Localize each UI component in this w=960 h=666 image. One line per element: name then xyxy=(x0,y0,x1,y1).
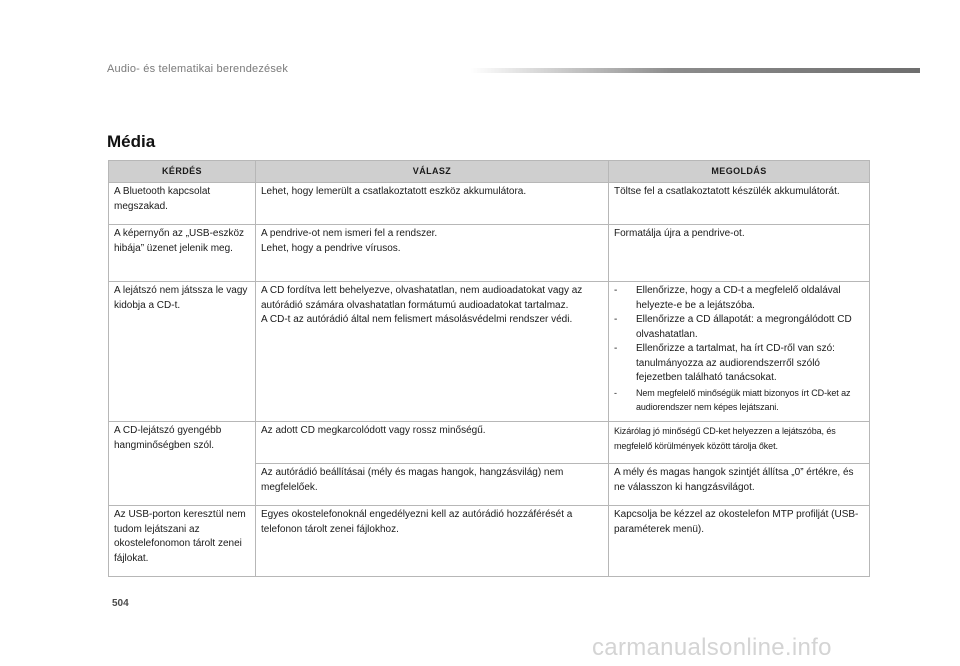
troubleshooting-table xyxy=(108,160,870,577)
answer-cell: Az adott CD megkarcolódott vagy rossz minőségű. xyxy=(256,422,609,464)
table-header-row xyxy=(109,161,870,183)
table-row xyxy=(109,506,870,577)
answer-line: A CD fordítva lett behelyezve, olvashatatlan, nem audioadatokat vagy az autórádió számára olvashatatlan formátumú audioadatokat tartalmaz. xyxy=(261,285,583,311)
list-item: - Ellenőrizze a tartalmat, ha írt CD-ről van szó: tanulmányozza az audiorendszerről szóló fejezetben található tanácsokat. xyxy=(614,342,864,386)
question-cell: A lejátszó nem játssza le vagy kidobja a CD-t. xyxy=(109,282,256,422)
solution-cell xyxy=(609,282,870,422)
page-number: 504 xyxy=(112,598,129,609)
column-header-answer: VÁLASZ xyxy=(256,161,609,183)
answer-cell xyxy=(256,282,609,422)
list-item: - Nem megfelelő minőségük miatt bizonyos írt CD-ket az audiorendszer nem képes lejátszani. xyxy=(614,386,864,415)
header-divider-bar xyxy=(470,68,920,73)
answer-cell: Az autórádió beállításai (mély és magas hangok, hangzásvilág) nem megfelelőek. xyxy=(256,464,609,506)
question-cell: Az USB-porton keresztül nem tudom lejátszani az okostelefonomon tárolt zenei fájlokat. xyxy=(109,506,256,577)
answer-cell: Lehet, hogy lemerült a csatlakoztatott eszköz akkumulátora. xyxy=(256,183,609,225)
solution-cell: Formatálja újra a pendrive-ot. xyxy=(609,225,870,282)
answer-cell xyxy=(256,225,609,282)
table-row xyxy=(109,282,870,422)
question-cell: A CD-lejátszó gyengébb hangminőségben szól. xyxy=(109,422,256,506)
solution-cell: Töltse fel a csatlakoztatott készülék akkumulátorát. xyxy=(609,183,870,225)
answer-line: Lehet, hogy a pendrive vírusos. xyxy=(261,242,401,254)
answer-cell: Egyes okostelefonoknál engedélyezni kell az autórádió hozzáférését a telefonon tárolt zenei fájlokhoz. xyxy=(256,506,609,577)
question-cell: A Bluetooth kapcsolat megszakad. xyxy=(109,183,256,225)
solution-cell: Kapcsolja be kézzel az okostelefon MTP profilját (USB-paraméterek menü). xyxy=(609,506,870,577)
section-title: Média xyxy=(107,132,156,151)
watermark-text: carmanualsonline.info xyxy=(592,634,832,661)
column-header-solution: MEGOLDÁS xyxy=(609,161,870,183)
column-header-question: KÉRDÉS xyxy=(109,161,256,183)
table-row xyxy=(109,422,870,464)
table-row xyxy=(109,225,870,282)
question-cell: A képernyőn az „USB-eszköz hibája” üzenet jelenik meg. xyxy=(109,225,256,282)
list-item: - Ellenőrizze a CD állapotát: a megrongálódott CD olvashatatlan. xyxy=(614,313,864,342)
solution-cell: A mély és magas hangok szintjét állítsa „0” értékre, és ne válasszon ki hangzásvilágot. xyxy=(609,464,870,506)
answer-line: A CD-t az autórádió által nem felismert másolásvédelmi rendszer védi. xyxy=(261,314,573,325)
answer-line: A pendrive-ot nem ismeri fel a rendszer. xyxy=(261,228,438,239)
chapter-title: Audio- és telematikai berendezések xyxy=(107,63,289,75)
solution-cell: Kizárólag jó minőségű CD-ket helyezzen a lejátszóba, és megfelelő körülmények között tárolja őket. xyxy=(609,422,870,464)
table-row xyxy=(109,183,870,225)
solution-list xyxy=(614,284,864,415)
list-item: - Ellenőrizze, hogy a CD-t a megfelelő oldalával helyezte-e be a lejátszóba. xyxy=(614,284,864,313)
